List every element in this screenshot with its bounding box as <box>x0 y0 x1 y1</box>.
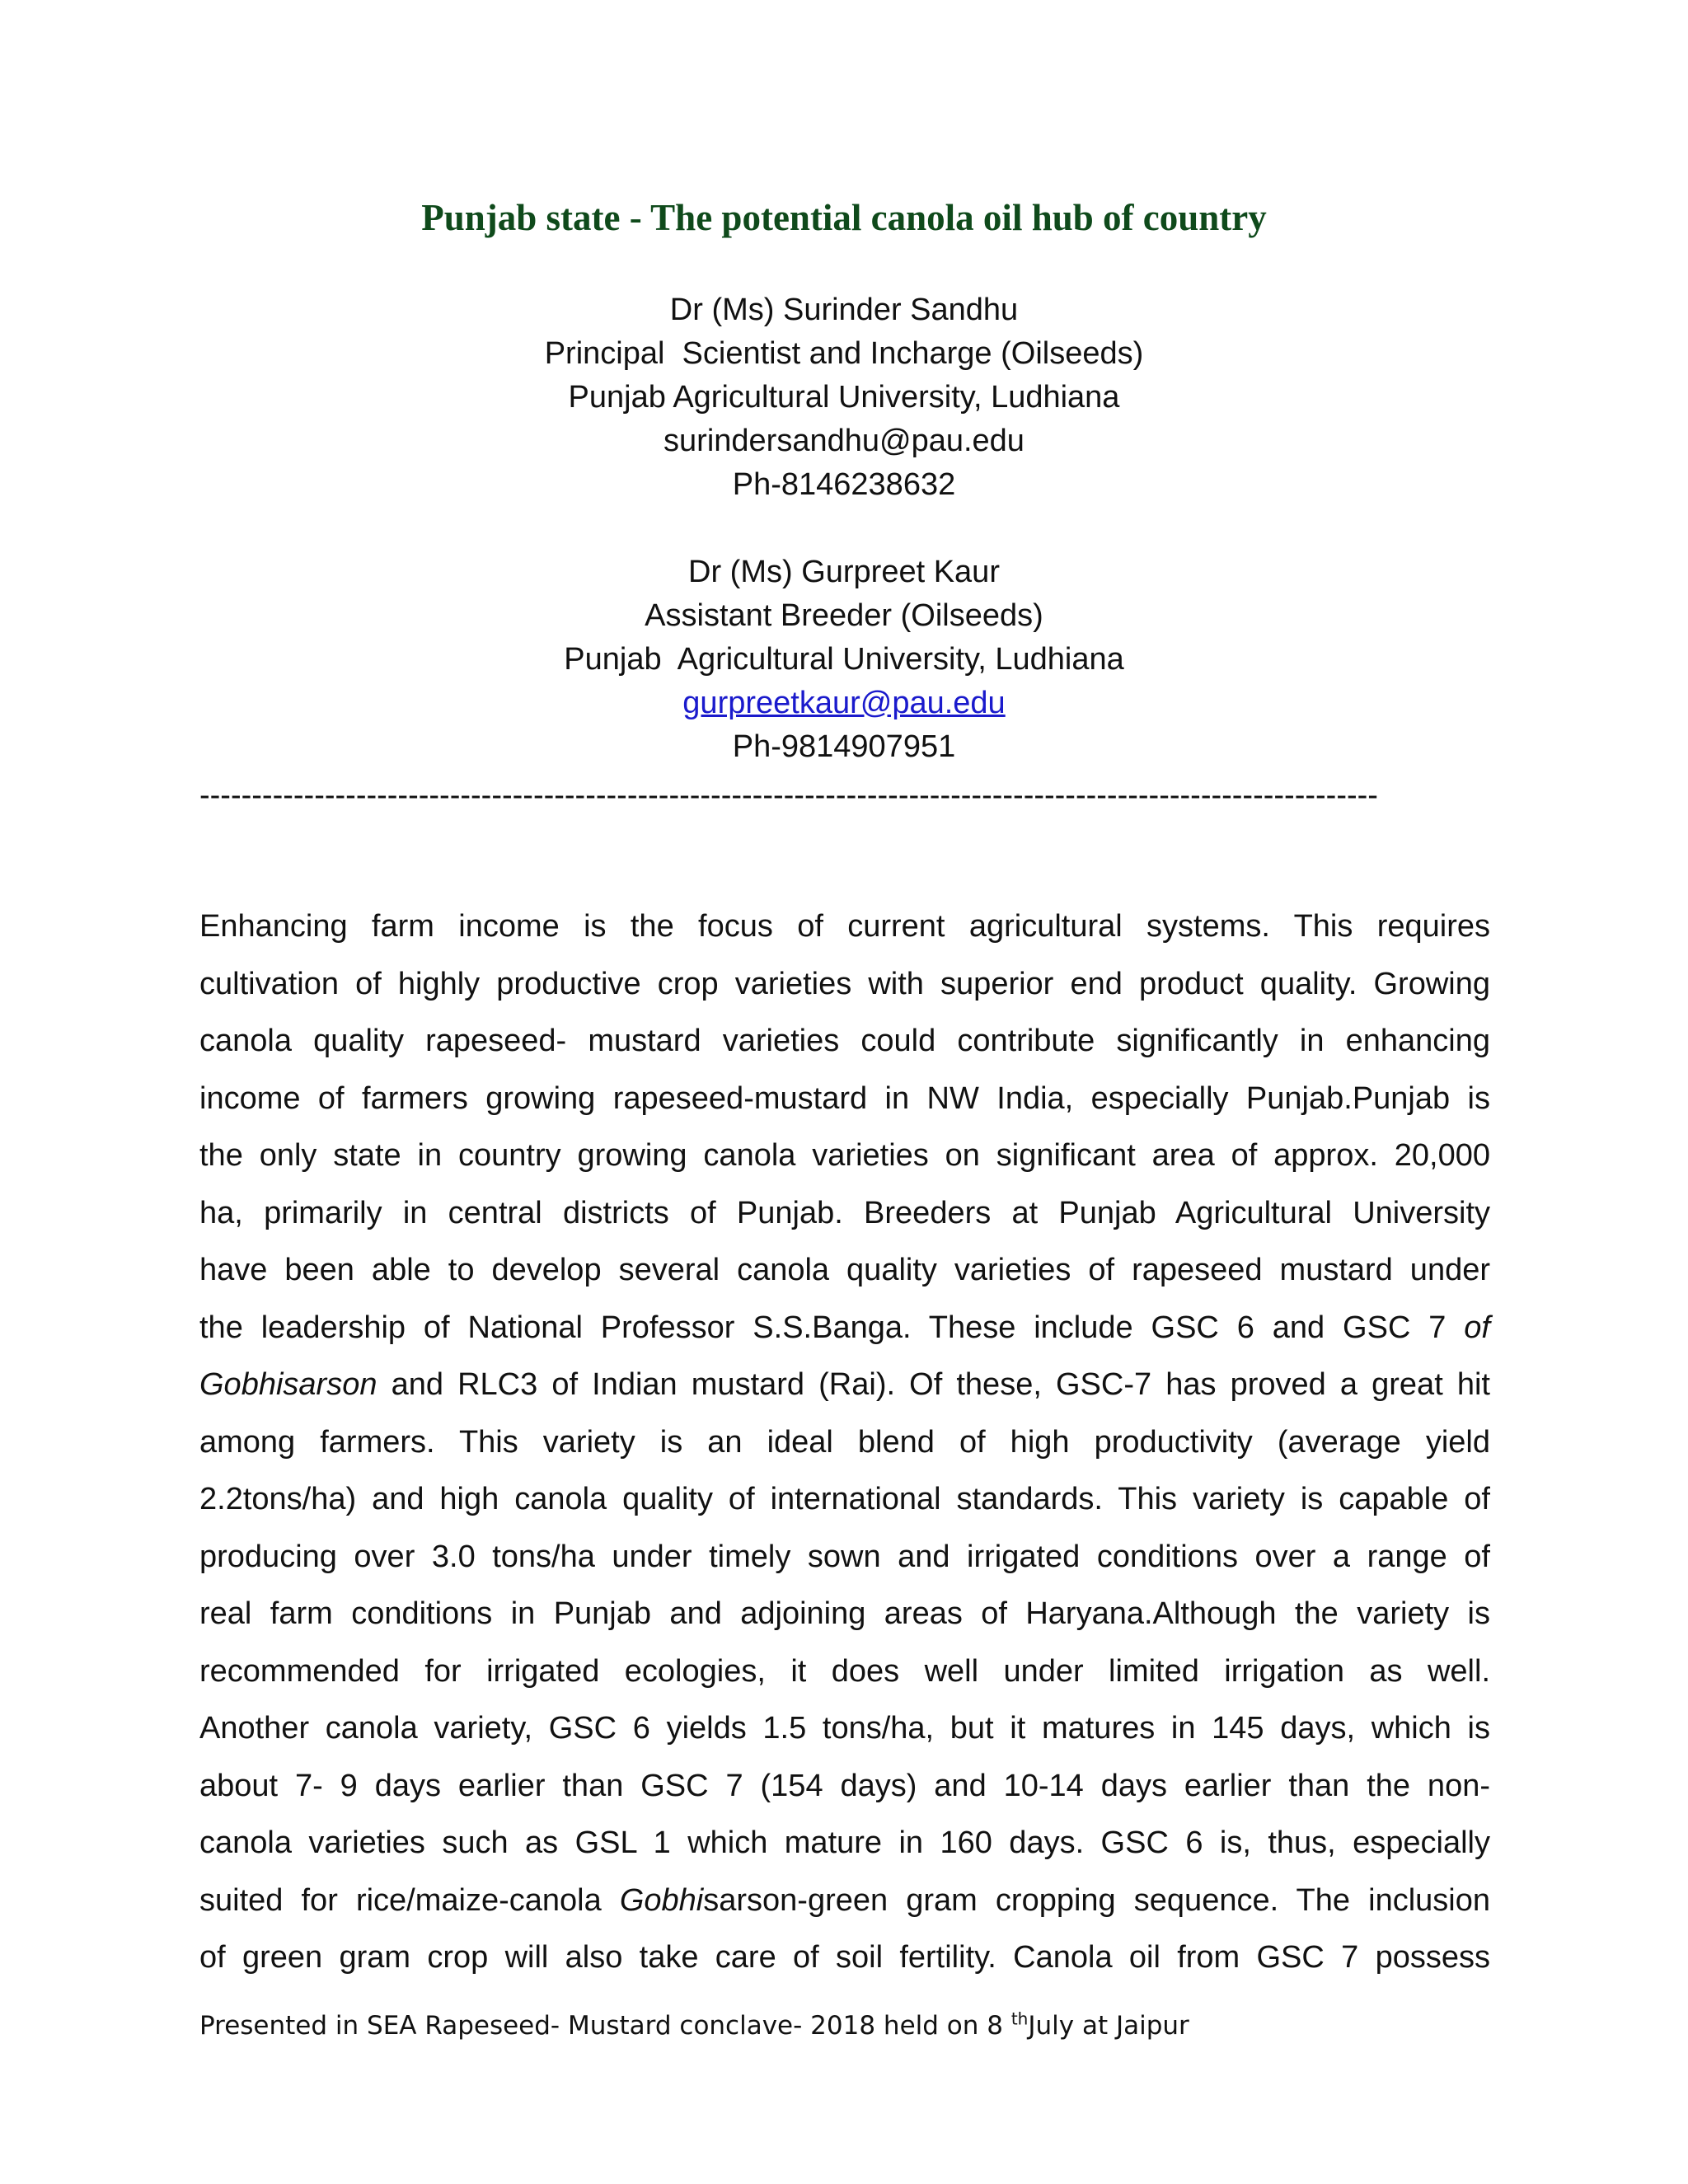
body-text-run: suited for rice/maize-canola <box>199 1882 602 1918</box>
footer-text: July at Jaipur <box>1028 2011 1189 2041</box>
body-line: ha, primarily in central districts of Punjab. Breeders at Punjab Agricultural University <box>199 1195 1490 1230</box>
body-line: real farm conditions in Punjab and adjoining areas of Haryana.Although the variety is <box>199 1596 1490 1631</box>
footer-text: Presented in SEA Rapeseed- Mustard conclave- 2018 held on 8 <box>199 2011 1011 2041</box>
footer-superscript: th <box>1010 2008 1029 2029</box>
author-affiliation: Punjab Agricultural University, Ludhiana <box>564 642 1124 677</box>
body-line: canola varieties such as GSL 1 which mature in 160 days. GSC 6 is, thus, especially <box>199 1825 1490 1860</box>
author-name: Dr (Ms) Gurpreet Kaur <box>688 555 1000 589</box>
author-list <box>0 288 1688 769</box>
body-line: producing over 3.0 tons/ha under timely sown and irrigated conditions over a range of <box>199 1539 1490 1574</box>
author-phone: Ph-8146238632 <box>732 467 956 502</box>
author-name: Dr (Ms) Surinder Sandhu <box>669 293 1019 327</box>
body-line: recommended for irrigated ecologies, it does well under limited irrigation as well. <box>199 1653 1490 1689</box>
body-line: of green gram crop will also take care of soil fertility. Canola oil from GSC 7 possess <box>199 1940 1490 1975</box>
body-line: about 7- 9 days earlier than GSC 7 (154 days) and 10-14 days earlier than the non- <box>199 1768 1490 1803</box>
body-text-run: the leadership of National Professor S.S.Banga. These include GSC 6 and GSC 7 <box>199 1310 1447 1345</box>
body-line: the only state in country growing canola varieties on significant area of approx. 20,000 <box>199 1138 1490 1173</box>
author-email: surindersandhu@pau.edu <box>663 424 1025 458</box>
author-designation: Principal Scientist and Incharge (Oilseeds) <box>544 336 1144 371</box>
author-designation: Assistant Breeder (Oilseeds) <box>645 598 1043 633</box>
author-block-sandhu <box>0 288 1688 507</box>
italic-text-run: of <box>1464 1310 1490 1345</box>
page-title: Punjab state - The potential canola oil hub of country <box>421 197 1267 238</box>
body-paragraph <box>199 898 1490 1987</box>
italic-text-run: Gobhi <box>619 1882 704 1918</box>
author-email-link[interactable]: gurpreetkaur@pau.edu <box>682 686 1006 720</box>
body-line <box>199 1357 1490 1414</box>
italic-text-run: Gobhisarson <box>199 1367 377 1402</box>
body-line: 2.2tons/ha) and high canola quality of international standards. This variety is capable of <box>199 1482 1490 1516</box>
body-line: income of farmers growing rapeseed-mustard in NW India, especially Punjab.Punjab is <box>199 1080 1490 1116</box>
author-affiliation: Punjab Agricultural University, Ludhiana <box>568 380 1120 415</box>
body-line: cultivation of highly productive crop varieties with superior end product quality. Growing <box>199 966 1490 1001</box>
page-footer <box>199 2008 1189 2044</box>
section-divider: ----------------------------------------------------------------------------------------------------------------- <box>199 778 1378 813</box>
body-line: Enhancing farm income is the focus of current agricultural systems. This requires <box>199 909 1490 944</box>
body-line <box>199 1300 1490 1357</box>
body-text-run: sarson-green gram cropping sequence. The inclusion <box>703 1882 1490 1918</box>
body-line: Another canola variety, GSC 6 yields 1.5 tons/ha, but it matures in 145 days, which is <box>199 1711 1490 1746</box>
body-line <box>199 1872 1490 1930</box>
body-line: canola quality rapeseed- mustard varieties could contribute significantly in enhancing <box>199 1024 1490 1058</box>
author-block-kaur <box>0 551 1688 769</box>
body-line: have been able to develop several canola quality varieties of rapeseed mustard under <box>199 1253 1490 1287</box>
body-line: among farmers. This variety is an ideal blend of high productivity (average yield <box>199 1424 1490 1460</box>
body-text-run: and RLC3 of Indian mustard (Rai). Of these, GSC-7 has proved a great hit <box>391 1367 1490 1402</box>
author-phone: Ph-9814907951 <box>732 729 956 764</box>
